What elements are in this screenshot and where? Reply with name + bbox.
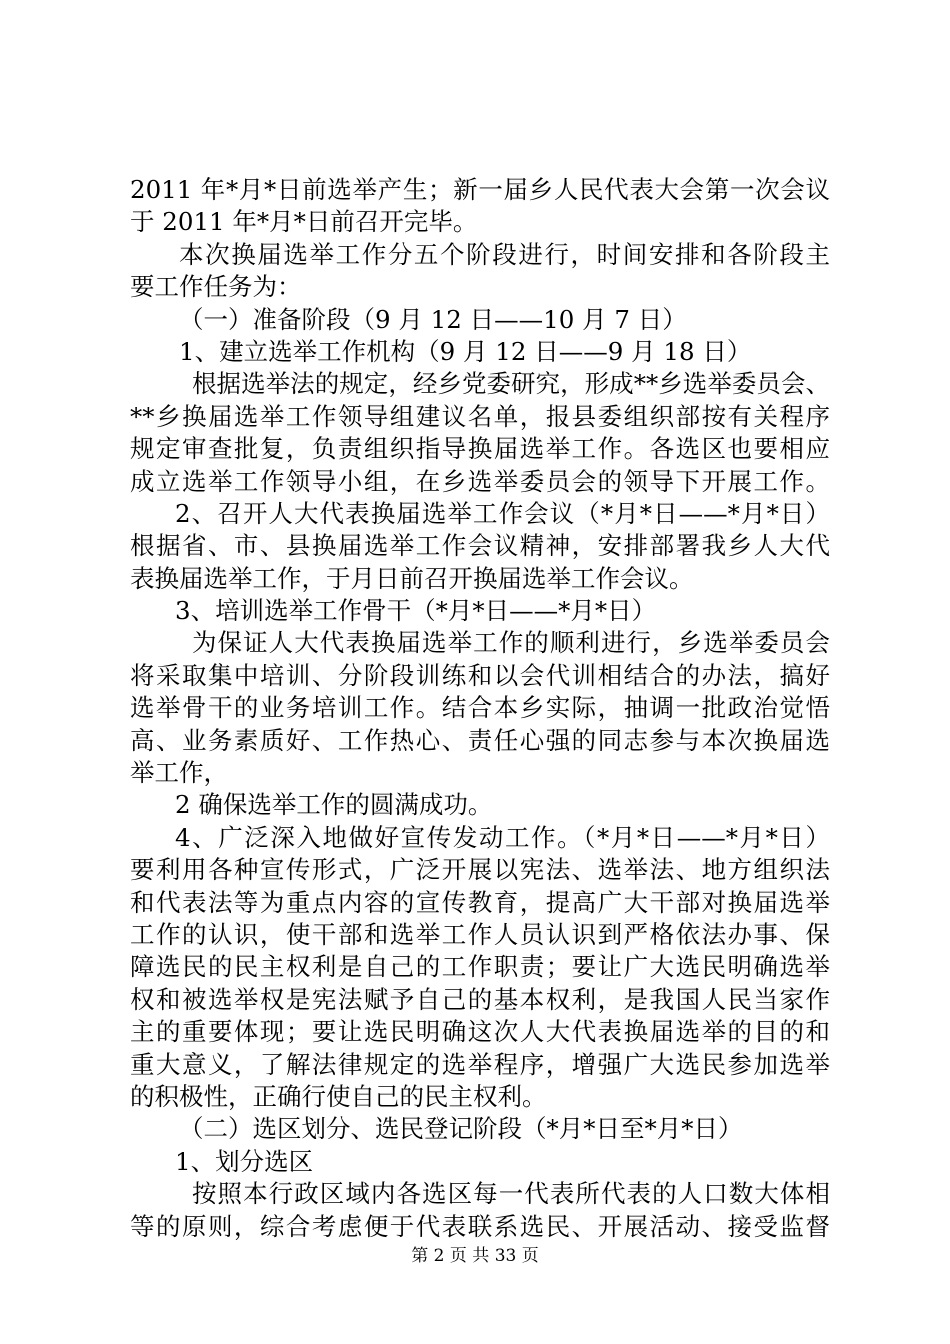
paragraph-line: **乡换届选举工作领导组建议名单，报县委组织部按有关程序 bbox=[130, 401, 830, 431]
section-heading: （二）选区划分、选民登记阶段（*月*日至*月*日） bbox=[179, 1114, 743, 1144]
paragraph-line: 将采取集中培训、分阶段训练和以会代训相结合的办法，搞好 bbox=[130, 660, 830, 690]
paragraph-line: 高、业务素质好、工作热心、责任心强的同志参与本次换届选 bbox=[130, 725, 830, 755]
paragraph-line: 工作的认识，使干部和选举工作人员认识到严格依法办事、保 bbox=[130, 919, 830, 949]
paragraph-line: 规定审查批复，负责组织指导换届选举工作。各选区也要相应 bbox=[130, 434, 830, 464]
paragraph-line: 的积极性，正确行使自己的民主权利。 bbox=[130, 1081, 547, 1111]
subsection-heading: 2、召开人大代表换届选举工作会议（*月*日——*月*日） bbox=[175, 498, 830, 528]
paragraph-line: 权和被选举权是宪法赋予自己的基本权利，是我国人民当家作 bbox=[130, 984, 830, 1014]
paragraph-line: 重大意义，了解法律规定的选举程序，增强广大选民参加选举 bbox=[130, 1049, 830, 1079]
document-body bbox=[130, 174, 830, 1243]
page-number-footer: 第 2 页 共 33 页 bbox=[411, 1246, 539, 1266]
paragraph-line: 要利用各种宣传形式，广泛开展以宪法、选举法、地方组织法 bbox=[130, 855, 830, 885]
paragraph-line: 本次换届选举工作分五个阶段进行，时间安排和各阶段主 bbox=[179, 239, 830, 269]
subsection-heading: 4、广泛深入地做好宣传发动工作。（*月*日——*月*日） bbox=[175, 822, 830, 852]
paragraph-line: 等的原则，综合考虑便于代表联系选民、开展活动、接受监督 bbox=[130, 1211, 830, 1241]
paragraph-line: 举工作， bbox=[130, 758, 228, 788]
paragraph-line: 2 确保选举工作的圆满成功。 bbox=[175, 790, 493, 820]
subsection-heading: 1、划分选区 bbox=[175, 1146, 314, 1176]
paragraph-line: 根据选举法的规定，经乡党委研究，形成**乡选举委员会、 bbox=[192, 369, 830, 399]
paragraph-line: 按照本行政区域内各选区每一代表所代表的人口数大体相 bbox=[192, 1179, 830, 1209]
subsection-heading: 1、建立选举工作机构（9 月 12 日——9 月 18 日） bbox=[179, 336, 752, 366]
subsection-heading: 3、培训选举工作骨干（*月*日——*月*日） bbox=[175, 596, 657, 626]
paragraph-line: 表换届选举工作，于月日前召开换届选举工作会议。 bbox=[130, 563, 694, 593]
section-heading: （一）准备阶段（9 月 12 日——10 月 7 日） bbox=[179, 304, 687, 334]
paragraph-line: 成立选举工作领导小组，在乡选举委员会的领导下开展工作。 bbox=[130, 466, 830, 496]
paragraph-line: 要工作任务为： bbox=[130, 272, 302, 302]
paragraph-line: 为保证人大代表换届选举工作的顺利进行，乡选举委员会 bbox=[192, 628, 830, 658]
paragraph-line: 障选民的民主权利是自己的工作职责；要让广大选民明确选举 bbox=[130, 952, 830, 982]
paragraph-line: 于 2011 年*月*日前召开完毕。 bbox=[130, 207, 478, 237]
paragraph-line: 主的重要体现；要让选民明确这次人大代表换届选举的目的和 bbox=[130, 1017, 830, 1047]
paragraph-line: 和代表法等为重点内容的宣传教育，提高广大干部对换届选举 bbox=[130, 887, 830, 917]
paragraph-line: 根据省、市、县换届选举工作会议精神，安排部署我乡人大代 bbox=[130, 531, 830, 561]
paragraph-line: 选举骨干的业务培训工作。结合本乡实际，抽调一批政治觉悟 bbox=[130, 693, 830, 723]
paragraph-line: 2011 年*月*日前选举产生；新一届乡人民代表大会第一次会议 bbox=[130, 175, 830, 204]
